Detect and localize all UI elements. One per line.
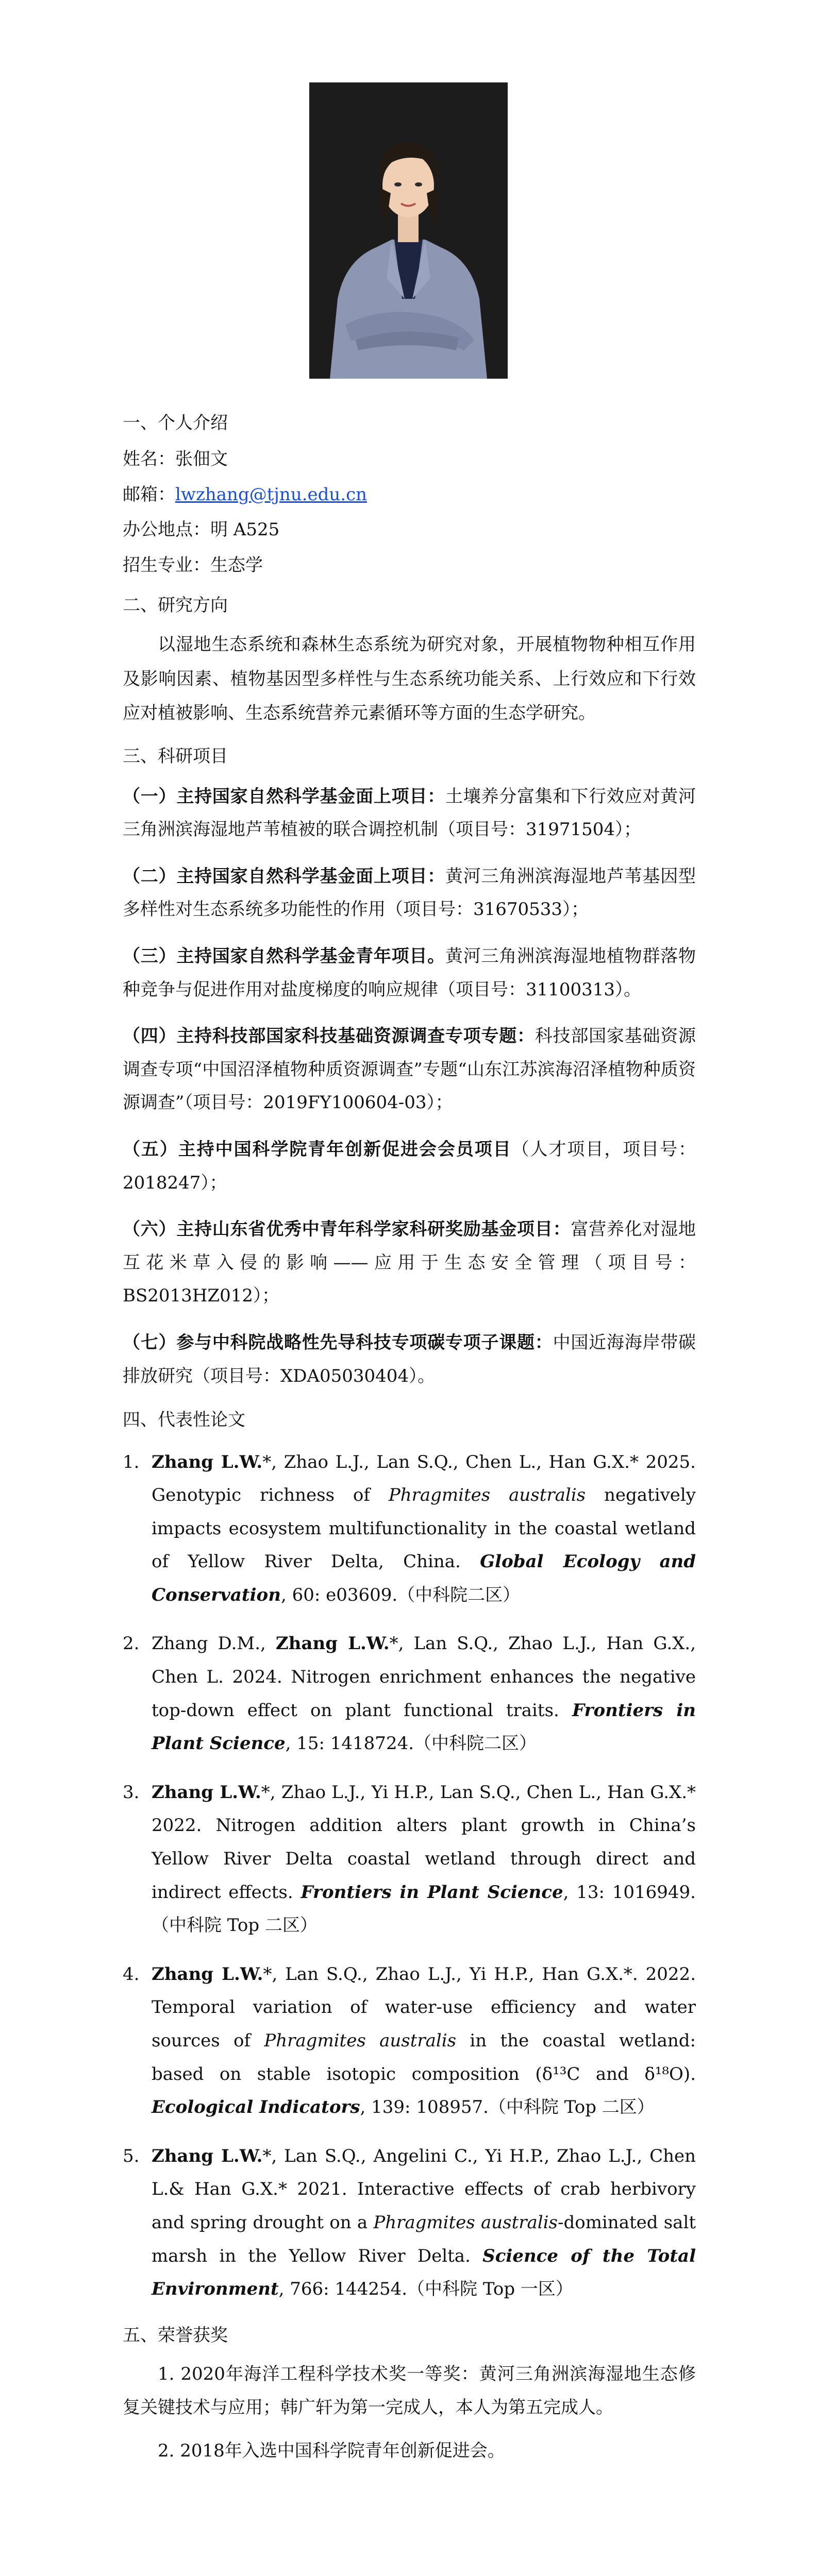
paper-authors: *, Lan S.Q., Angelini C., Yi H.P., Zhao L.J., Chen L.& Han G.X.* 2021. Interactive effects of crab herbivory and spring drought on a <box>152 2145 696 2233</box>
paper-lead-author: Zhang L.W. <box>152 1963 263 1985</box>
paper-item <box>123 1627 696 1760</box>
email-label: 邮箱： <box>123 484 175 505</box>
paper-lead-author: Zhang L.W. <box>152 1782 261 1803</box>
project-title: （五）主持中国科学院青年创新促进会会员项目 <box>123 1139 512 1160</box>
paper-journal: Frontiers in Plant Science <box>152 1700 696 1754</box>
project-item <box>123 1326 696 1393</box>
project-title: （四）主持科技部国家科技基础资源调查专项专题： <box>123 1026 535 1047</box>
office-label: 办公地点： <box>123 519 210 540</box>
paper-journal: Ecological Indicators <box>152 2097 360 2118</box>
project-list <box>123 780 696 1393</box>
project-item <box>123 1020 696 1120</box>
paper-item <box>123 2140 696 2306</box>
project-title: （三）主持国家自然科学基金青年项目。 <box>123 946 445 967</box>
project-title: （一）主持国家自然科学基金面上项目： <box>123 786 445 807</box>
paper-number: 5. <box>123 2145 140 2166</box>
project-title: （六）主持山东省优秀中青年科学家科研奖励基金项目： <box>123 1219 571 1240</box>
project-desc: 黄河三角洲滨海湿地芦苇基因型多样性对生态系统多功能性的作用（项目号：31670533）； <box>123 866 696 920</box>
paper-journal: Science of the Total Environment <box>152 2245 696 2300</box>
office-row <box>123 516 696 544</box>
paper-title: -dominated salt marsh in the Yellow River Delta. <box>152 2212 696 2266</box>
office-value: 明 A525 <box>210 519 280 540</box>
paper-authors: *, Zhao L.J., Yi H.P., Lan S.Q., Chen L., Han G.X.* 2022. Nitrogen addition alters plant growth in China’s Yellow River Delta coastal wetland through direct and indirect effects. <box>152 1782 696 1903</box>
project-title: （七）参与中科院战略性先导科技专项碳专项子课题： <box>123 1332 553 1353</box>
name-value: 张佃文 <box>175 449 228 470</box>
paper-item <box>123 1958 696 2124</box>
paper-authors: *, Lan S.Q., Zhao L.J., Han G.X., Chen L. 2024. Nitrogen enrichment enhances the negative top-down effect on plant functional traits. <box>152 1633 696 1721</box>
paper-tail: , 15: 1418724.（中科院二区） <box>285 1733 537 1754</box>
paper-number: 3. <box>123 1782 140 1803</box>
major-value: 生态学 <box>210 554 263 575</box>
profile-content <box>123 397 696 2478</box>
project-item <box>123 1213 696 1313</box>
award-item: 1. 2020年海洋工程科学技术奖一等奖：黄河三角洲滨海湿地生态修复关键技术与应用；韩广轩为第一完成人，本人为第五完成人。 <box>123 2364 696 2418</box>
major-label: 招生专业： <box>123 554 210 575</box>
paper-title: negatively impacts ecosystem multifunctionality in the coastal wetland of Yellow River Delta, China. <box>152 1485 696 1572</box>
paper-pre-authors: Zhang D.M., <box>152 1633 276 1654</box>
paper-number: 1. <box>123 1451 140 1472</box>
paper-number: 4. <box>123 1963 140 1985</box>
section-heading-projects: 三、科研项目 <box>123 746 228 767</box>
project-item <box>123 940 696 1006</box>
major-row <box>123 551 696 579</box>
project-item <box>123 1133 696 1199</box>
paper-lead-author: Zhang L.W. <box>152 2145 263 2166</box>
paper-list <box>123 1446 696 2306</box>
research-direction-text: 以湿地生态系统和森林生态系统为研究对象，开展植物物种相互作用及影响因素、植物基因型多样性与生态系统功能关系、上行效应和下行效应对植被影响、生态系统营养元素循环等方面的生态学研究。 <box>123 634 696 723</box>
project-title: （二）主持国家自然科学基金面上项目： <box>123 866 445 887</box>
project-desc: 黄河三角洲滨海湿地植物群落物种竞争与促进作用对盐度梯度的响应规律（项目号：31100313）。 <box>123 946 696 1000</box>
paper-tail: , 13: 1016949.（中科院 Top 二区） <box>152 1882 696 1936</box>
project-desc: 土壤养分富集和下行效应对黄河三角洲滨海湿地芦苇植被的联合调控机制（项目号：31971504）； <box>123 786 696 840</box>
paper-number: 2. <box>123 1633 140 1654</box>
paper-authors: *, Lan S.Q., Zhao L.J., Yi H.P., Han G.X.*. 2022. Temporal variation of water-use efficiency and water sources of <box>152 1963 696 2052</box>
section-heading-awards: 五、荣誉获奖 <box>123 2325 228 2346</box>
name-label: 姓名： <box>123 449 175 470</box>
person-portrait-image <box>309 82 508 379</box>
project-item <box>123 860 696 926</box>
award-item: 2. 2018年入选中国科学院青年创新促进会。 <box>158 2441 505 2462</box>
paper-item <box>123 1446 696 1612</box>
paper-tail: , 766: 144254.（中科院 Top 一区） <box>278 2279 573 2300</box>
project-desc: 中国近海海岸带碳排放研究（项目号：XDA05030404）。 <box>123 1332 696 1386</box>
profile-photo <box>309 82 508 379</box>
project-desc: 科技部国家基础资源调查专项“中国沼泽植物种质资源调查”专题“山东江苏滨海沼泽植物种质资源调查”（项目号：2019FY100604-03）； <box>123 1026 696 1113</box>
email-link[interactable]: lwzhang@tjnu.edu.cn <box>175 484 368 505</box>
paper-lead-author: Zhang L.W. <box>275 1633 390 1654</box>
paper-journal: Frontiers in Plant Science <box>301 1882 563 1903</box>
paper-lead-author: Zhang L.W. <box>152 1451 263 1472</box>
paper-species: Phragmites australis <box>373 2212 558 2233</box>
paper-item <box>123 1776 696 1942</box>
paper-authors: *, Zhao L.J., Lan S.Q., Chen L., Han G.X.* 2025. Genotypic richness of <box>152 1451 696 1506</box>
project-desc: 富营养化对湿地互花米草入侵的影响——应用于生态安全管理（项目号：BS2013HZ012）； <box>123 1219 696 1307</box>
paper-title: in the coastal wetland: based on stable isotopic composition (δ¹³C and δ¹⁸O). <box>152 2030 696 2084</box>
section-heading-personal: 一、个人介绍 <box>123 413 228 433</box>
project-item <box>123 780 696 846</box>
paper-journal: Global Ecology and Conservation <box>152 1551 696 1605</box>
paper-tail: , 60: e03609.（中科院二区） <box>280 1584 521 1605</box>
email-row <box>123 481 696 509</box>
section-heading-research: 二、研究方向 <box>123 595 228 616</box>
paper-species: Phragmites australis <box>264 2030 457 2052</box>
section-heading-papers: 四、代表性论文 <box>123 1410 245 1431</box>
paper-tail: , 139: 108957.（中科院 Top 二区） <box>360 2097 655 2118</box>
paper-species: Phragmites australis <box>388 1485 586 1506</box>
project-desc: （人才项目，项目号： 2018247）； <box>123 1139 696 1193</box>
name-row <box>123 445 696 473</box>
